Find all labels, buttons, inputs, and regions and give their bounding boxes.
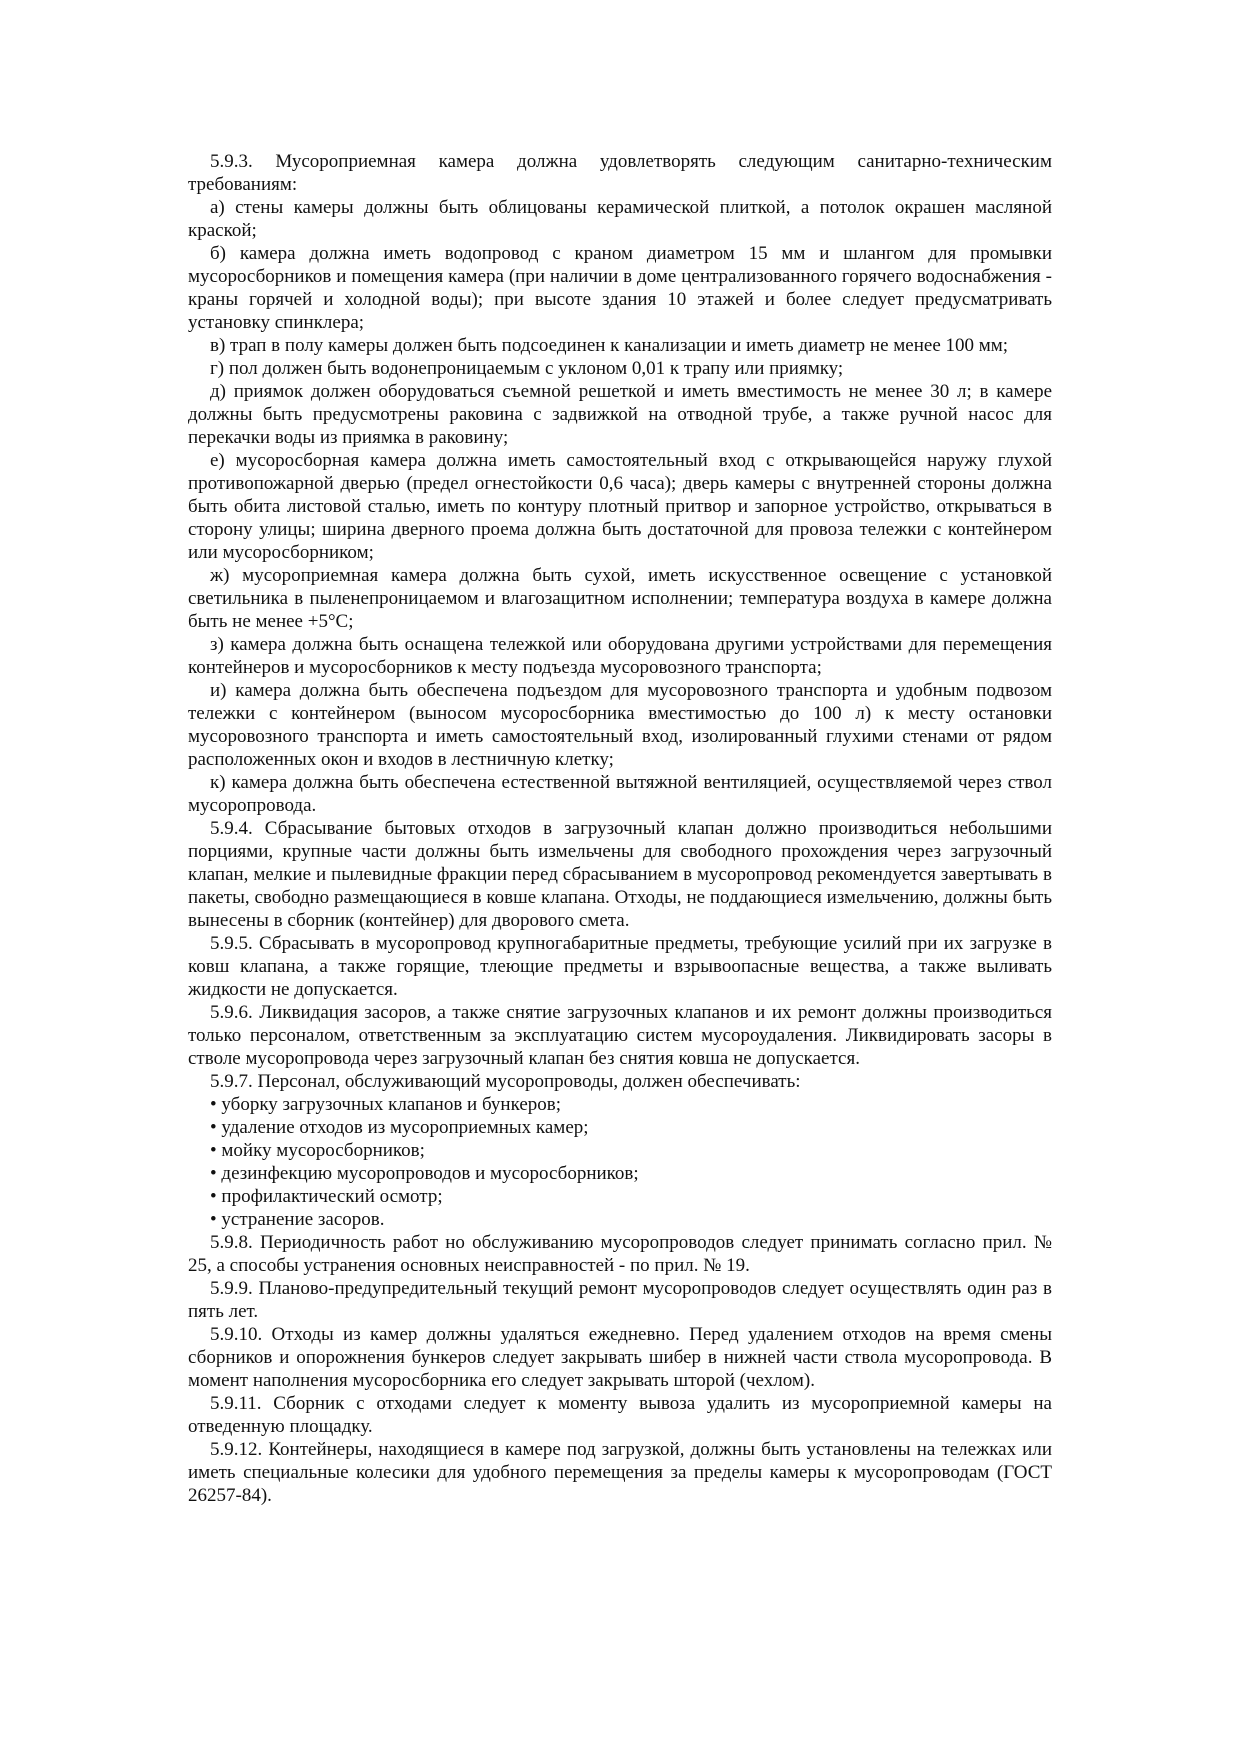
paragraph: б) камера должна иметь водопровод с краном диаметром 15 мм и шлангом для промывки мусоросборников и помещения камера (при наличии в доме централизованного горячего водоснабжения - краны горячей и холодной воды); при высоте здания 10 этажей и более следует предусматривать установку спинклера; <box>188 243 1052 333</box>
paragraph: 5.9.9. Планово-предупредительный текущий ремонт мусоропроводов следует осуществлять один раз в пять лет. <box>188 1278 1052 1322</box>
paragraph: в) трап в полу камеры должен быть подсоединен к канализации и иметь диаметр не менее 100 мм; <box>210 335 1009 356</box>
paragraph: 5.9.3. Мусороприемная камера должна удовлетворять следующим санитарно-техническим требованиям: <box>188 151 1052 195</box>
paragraph: з) камера должна быть оснащена тележкой или оборудована другими устройствами для перемещения контейнеров и мусоросборников к месту подъезда мусоровозного транспорта; <box>188 634 1052 678</box>
paragraph: 5.9.7. Персонал, обслуживающий мусоропроводы, должен обеспечивать: <box>210 1071 801 1092</box>
paragraph: • дезинфекцию мусоропроводов и мусоросборников; <box>210 1163 639 1184</box>
paragraph: • удаление отходов из мусороприемных камер; <box>210 1117 589 1138</box>
paragraph: • мойку мусоросборников; <box>210 1140 425 1161</box>
paragraph: г) пол должен быть водонепроницаемым с уклоном 0,01 к трапу или приямку; <box>210 358 844 379</box>
paragraph: 5.9.4. Сбрасывание бытовых отходов в загрузочный клапан должно производиться небольшими порциями, крупные части должны быть измельчены для свободного прохождения через загрузочный клапан, мелкие и пылевидные фракции перед сбрасыванием в мусоропровод рекомендуется завертывать в пакеты, свободно размещающиеся в ковше клапана. Отходы, не поддающиеся измельчению, должны быть вынесены в сборник (контейнер) для дворового смета. <box>188 818 1052 931</box>
paragraph: 5.9.11. Сборник с отходами следует к моменту вывоза удалить из мусороприемной камеры на отведенную площадку. <box>188 1393 1052 1437</box>
paragraph: 5.9.10. Отходы из камер должны удаляться ежедневно. Перед удалением отходов на время смены сборников и опорожнения бункеров следует закрывать шибер в нижней части ствола мусоропровода. В момент наполнения мусоросборника его следует закрывать шторой (чехлом). <box>188 1324 1052 1391</box>
paragraph: д) приямок должен оборудоваться съемной решеткой и иметь вместимость не менее 30 л; в камере должны быть предусмотрены раковина с задвижкой на отводной трубе, а также ручной насос для перекачки воды из приямка в раковину; <box>188 381 1052 448</box>
paragraph: • профилактический осмотр; <box>210 1186 443 1207</box>
paragraph: и) камера должна быть обеспечена подъездом для мусоровозного транспорта и удобным подвозом тележки с контейнером (выносом мусоросборника вместимостью до 100 л) к месту остановки мусоровозного транспорта и иметь самостоятельный вход, изолированный глухими стенами от рядом расположенных окон и входов в лестничную клетку; <box>188 680 1052 770</box>
paragraph: 5.9.5. Сбрасывать в мусоропровод крупногабаритные предметы, требующие усилий при их загрузке в ковш клапана, а также горящие, тлеющие предметы и взрывоопасные вещества, а также выливать жидкости не допускается. <box>188 933 1052 1000</box>
paragraph: 5.9.8. Периодичность работ но обслуживанию мусоропроводов следует принимать согласно прил. № 25, а способы устранения основных неисправностей - по прил. № 19. <box>188 1232 1052 1276</box>
paragraph: • уборку загрузочных клапанов и бункеров; <box>210 1094 562 1115</box>
document-body <box>188 150 1052 1507</box>
paragraph: • устранение засоров. <box>210 1209 385 1230</box>
paragraph: 5.9.6. Ликвидация засоров, а также снятие загрузочных клапанов и их ремонт должны производиться только персоналом, ответственным за эксплуатацию систем мусороудаления. Ликвидировать засоры в стволе мусоропровода через загрузочный клапан без снятия ковша не допускается. <box>188 1002 1052 1069</box>
paragraph: к) камера должна быть обеспечена естественной вытяжной вентиляцией, осуществляемой через ствол мусоропровода. <box>188 772 1052 816</box>
paragraph: 5.9.12. Контейнеры, находящиеся в камере под загрузкой, должны быть установлены на тележках или иметь специальные колесики для удобного перемещения за пределы камеры к мусоропроводам (ГОСТ 26257-84). <box>188 1439 1052 1506</box>
paragraph: ж) мусороприемная камера должна быть сухой, иметь искусственное освещение с установкой светильника в пыленепроницаемом и влагозащитном исполнении; температура воздуха в камере должна быть не менее +5°С; <box>188 565 1052 632</box>
paragraph: е) мусоросборная камера должна иметь самостоятельный вход с открывающейся наружу глухой противопожарной дверью (предел огнестойкости 0,6 часа); дверь камеры с внутренней стороны должна быть обита листовой сталью, иметь по контуру плотный притвор и запорное устройство, открываться в сторону улицы; ширина дверного проема должна быть достаточной для провоза тележки с контейнером или мусоросборником; <box>188 450 1052 563</box>
paragraph: а) стены камеры должны быть облицованы керамической плиткой, а потолок окрашен масляной краской; <box>188 197 1052 241</box>
